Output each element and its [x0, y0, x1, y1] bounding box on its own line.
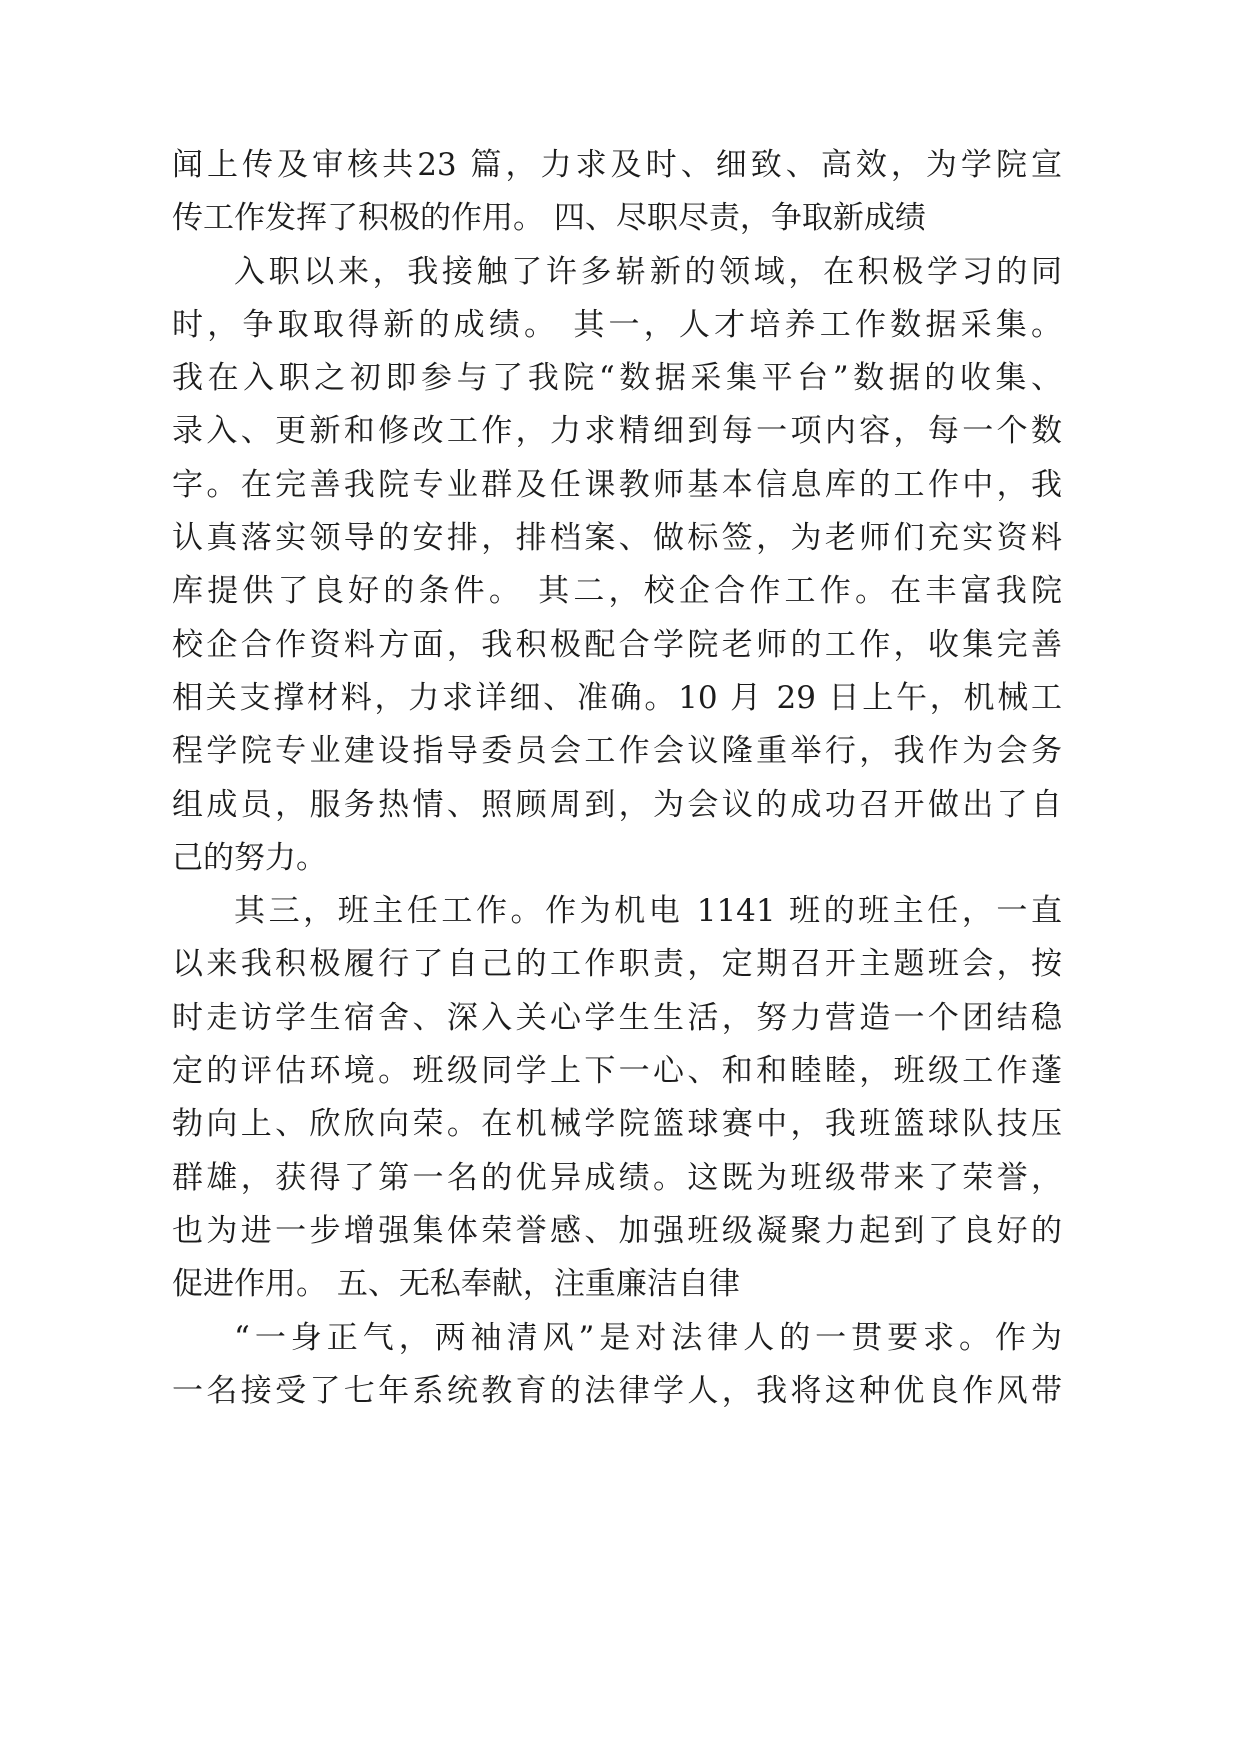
text-line: 也为进一步增强集体荣誉感、加强班级凝聚力起到了良好的 — [172, 1212, 1062, 1249]
text-line: 录入、更新和修改工作，力求精细到每一项内容，每一个数 — [172, 413, 1062, 450]
text-line: 相关支撑材料，力求详细、准确。10 月 29 日上午，机械工 — [172, 679, 1062, 716]
text-line: “一身正气，两袖清风”是对法律人的一贯要求。作为 — [234, 1319, 1062, 1356]
text-line: 己的努力。 — [172, 839, 327, 876]
text-line: 入职以来，我接触了许多崭新的领域，在积极学习的同 — [234, 253, 1062, 290]
text-line: 时走访学生宿舍、深入关心学生生活，努力营造一个团结稳 — [172, 999, 1062, 1036]
text-line: 一名接受了七年系统教育的法律学人，我将这种优良作风带 — [172, 1372, 1062, 1409]
paragraph-class-teacher — [172, 885, 1062, 1311]
text-line: 认真落实领导的安排，排档案、做标签，为老师们充实资料 — [172, 520, 1062, 557]
text-line: 以来我积极履行了自己的工作职责，定期召开主题班会，按 — [172, 946, 1062, 983]
paragraph-integrity — [172, 1312, 1062, 1419]
body-text — [172, 139, 1062, 1418]
text-line: 组成员，服务热情、照顾周到，为会议的成功召开做出了自 — [172, 786, 1062, 823]
text-line: 群雄，获得了第一名的优异成绩。这既为班级带来了荣誉， — [172, 1159, 1062, 1196]
text-line: 闻上传及审核共23 篇，力求及时、细致、高效，为学院宣 — [172, 147, 1062, 183]
paragraph-new-achievements — [172, 246, 1062, 886]
text-line: 勃向上、欣欣向荣。在机械学院篮球赛中，我班篮球队技压 — [172, 1106, 1062, 1143]
text-line: 时，争取取得新的成绩。 其一，人才培养工作数据采集。 — [172, 306, 1062, 343]
text-line: 我在入职之初即参与了我院“数据采集平台”数据的收集、 — [172, 360, 1062, 397]
text-line: 定的评估环境。班级同学上下一心、和和睦睦，班级工作蓬 — [172, 1053, 1062, 1090]
text-line: 校企合作资料方面，我积极配合学院老师的工作，收集完善 — [172, 626, 1062, 663]
text-line: 传工作发挥了积极的作用。 四、尽职尽责，争取新成绩 — [172, 200, 926, 237]
text-line: 库提供了良好的条件。 其二，校企合作工作。在丰富我院 — [172, 573, 1062, 610]
text-line: 促进作用。 五、无私奉献，注重廉洁自律 — [172, 1266, 740, 1303]
text-line: 程学院专业建设指导委员会工作会议隆重举行，我作为会务 — [172, 733, 1062, 770]
text-line: 其三，班主任工作。作为机电 1141 班的班主任，一直 — [234, 893, 1062, 930]
text-line: 字。在完善我院专业群及任课教师基本信息库的工作中，我 — [172, 466, 1062, 503]
paragraph-continued — [172, 139, 1062, 246]
